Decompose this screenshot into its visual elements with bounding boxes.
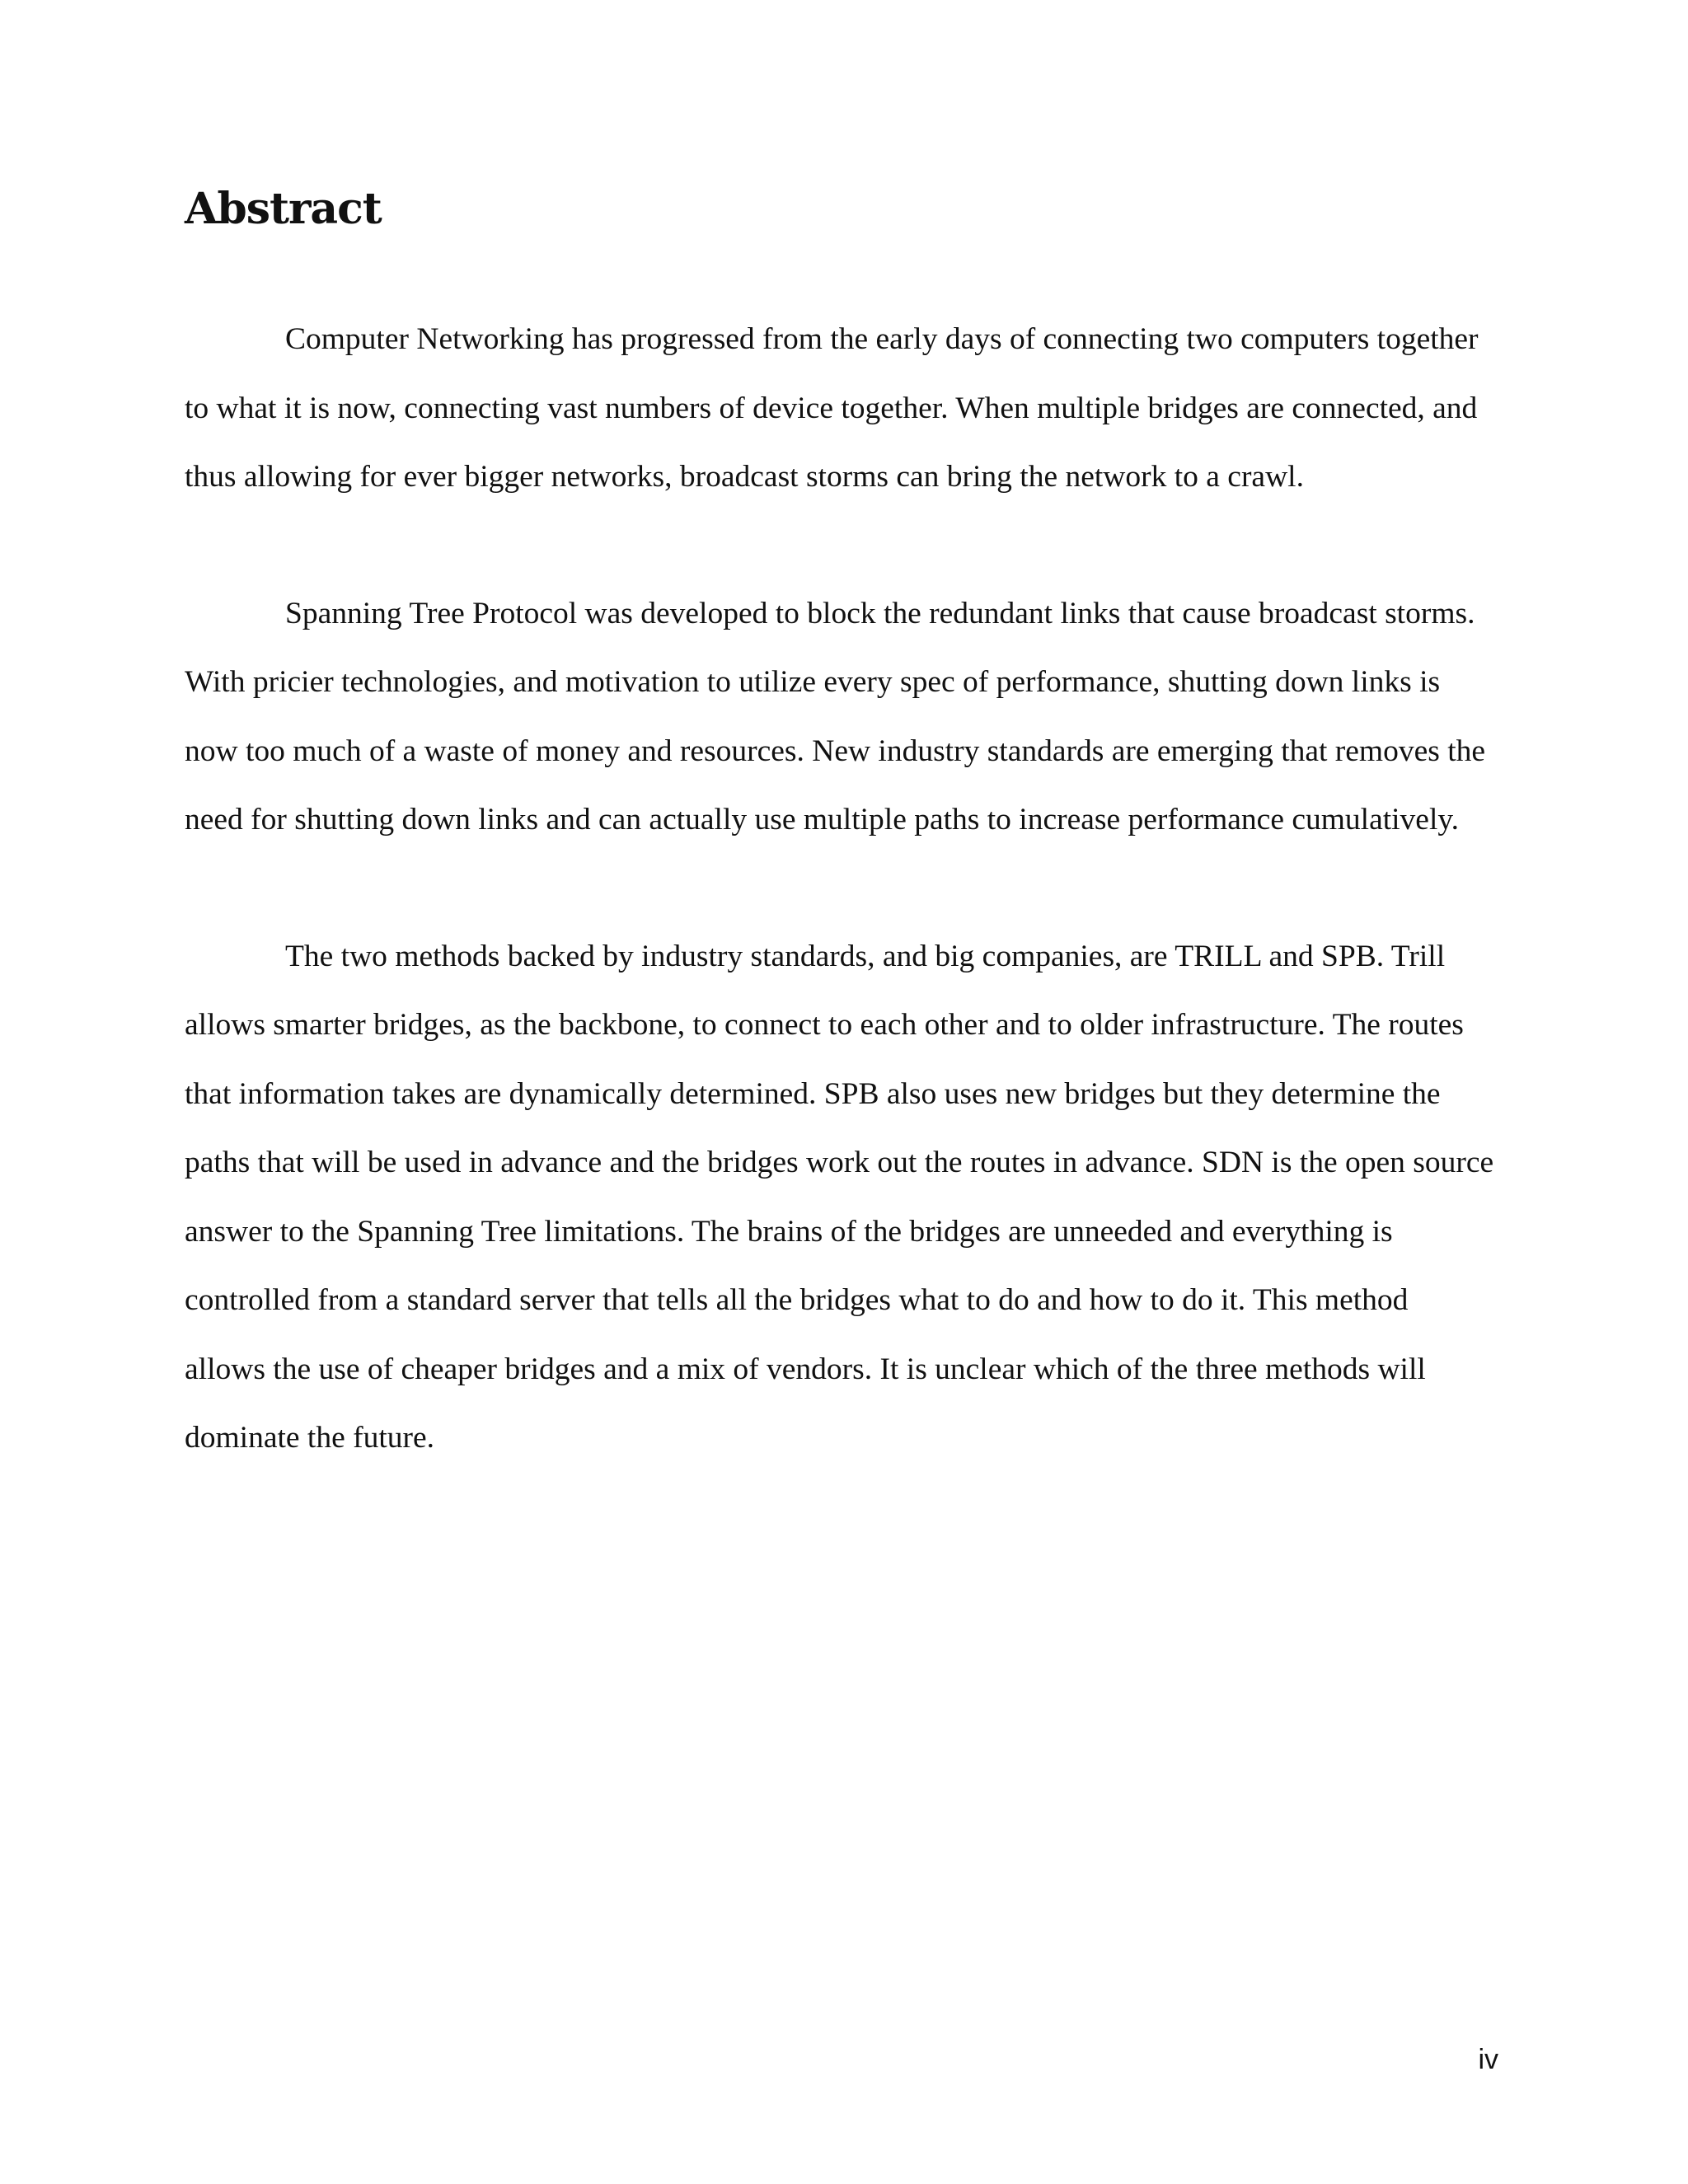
abstract-paragraph-2: Spanning Tree Protocol was developed to block the redundant links that cause broadcast storms. With pricier technologies, and motivation to utilize every spec of performance, shutting down links is now too much of a waste of money and resources. New industry standards are emerging that removes the need for shutting down links and can actually use multiple paths to increase performance cumulatively. xyxy=(185,596,1486,837)
abstract-body xyxy=(185,305,1495,1473)
abstract-heading: Abstract xyxy=(185,184,382,234)
page-number: iv xyxy=(1478,2044,1498,2075)
abstract-paragraph-1: Computer Networking has progressed from the early days of connecting two computers together to what it is now, connecting vast numbers of device together. When multiple bridges are connected, and thus allowing for ever bigger networks, broadcast storms can bring the network to a crawl. xyxy=(185,322,1479,494)
abstract-paragraph-3: The two methods backed by industry standards, and big companies, are TRILL and SPB. Trill allows smarter bridges, as the backbone, to connect to each other and to older infrastructure. The routes that information takes are dynamically determined. SPB also uses new bridges but they determine the paths that will be used in advance and the bridges work out the routes in advance. SDN is the open source answer to the Spanning Tree limitations. The brains of the bridges are unneeded and everything is controlled from a standard server that tells all the bridges what to do and how to do it. This method allows the use of cheaper bridges and a mix of vendors. It is unclear which of the three methods will dominate the future. xyxy=(185,939,1494,1455)
